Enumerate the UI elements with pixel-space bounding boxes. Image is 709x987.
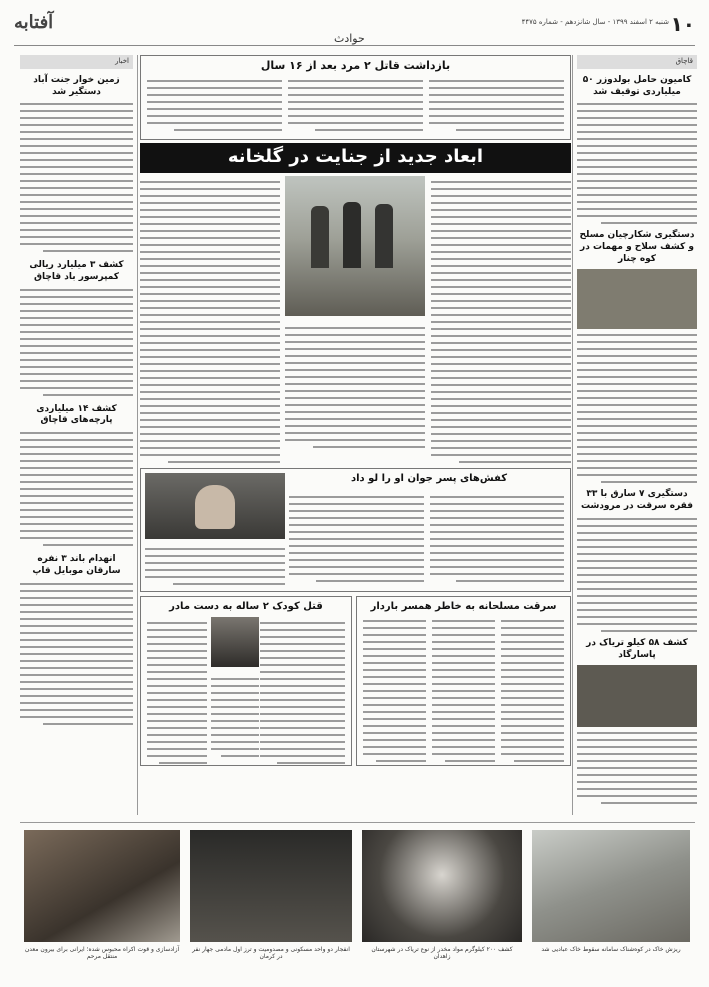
photo-opium (577, 665, 697, 727)
article-body (577, 518, 697, 632)
article-body (289, 491, 564, 582)
article-body (20, 583, 133, 725)
article-body (577, 732, 697, 804)
article-body (140, 176, 280, 463)
shoes-story-box (140, 468, 571, 592)
left-column (20, 55, 138, 815)
photo-caption: ریزش خاک در کوه‌شناک سامانه سقوط خاک عبادیی شد (541, 946, 681, 953)
photo-hunters (577, 269, 697, 329)
photo-mother (211, 617, 259, 667)
divider (20, 822, 695, 823)
page-number: ۱۰ (670, 12, 695, 36)
headline: انهدام باند ۳ نفره سارقان موبایل قاپ (32, 554, 121, 576)
right-column (572, 55, 697, 815)
article-body (147, 617, 207, 764)
left-column-tag: اخبار (20, 55, 133, 69)
headline: کشف ۳ میلیارد ریالی کمپرسور باد قاچاق (29, 260, 124, 283)
headline: سرقت مسلحانه به خاطر همسر باردار (370, 601, 557, 612)
top-story-box (140, 55, 571, 140)
headline: کامیون حامل بولدوزر ۵۰ میلیاردی توقیف شد (582, 75, 692, 97)
photo-caption: کشف ۲۰۰ کیلوگرم مواد مخدر از نوع تریاک در شهرستان زاهدان (371, 946, 513, 961)
main-headline-banner: ابعاد جدید از جنایت در گلخانه (140, 143, 571, 173)
photo-young-man (145, 473, 285, 539)
issue-line: شنبه ۲ اسفند ۱۳۹۹ - سال شانزدهم - شماره ۴۴۷۵ (521, 18, 669, 26)
photo-caption: آزادسازی و قوت اکراه محبوس شده؛ ایرانی برای بیرون معدن منتقل مرحم (24, 946, 180, 961)
article-body (141, 73, 570, 133)
article-body (577, 103, 697, 224)
newspaper-logo: آفتابه (14, 12, 54, 33)
masthead (14, 12, 695, 46)
article-body (357, 613, 570, 764)
article-body (285, 322, 425, 448)
article-body (211, 673, 259, 757)
photo-suspects-greenhouse (285, 176, 425, 316)
photo-explosion-night (190, 830, 352, 942)
child-story-box (140, 596, 352, 766)
main-story (140, 176, 571, 466)
robbery-story-box (356, 596, 571, 766)
photo-caption: انفجار دو واحد مسکونی و مصدومیت و ترز اول مادمی جهار نفر در کرمان (192, 946, 350, 961)
article-body (145, 543, 285, 585)
headline: قتل کودک ۲ ساله به دست مادر (169, 601, 323, 612)
headline: دستگیری ۷ سارق با ۳۳ فقره سرقت در مرودشت (580, 489, 694, 512)
article-body (20, 432, 133, 546)
article-body (20, 289, 133, 396)
right-column-tag: قاچاق (577, 55, 697, 69)
article-body (431, 176, 571, 463)
article-body (20, 103, 133, 252)
headline: کشف ۱۴ میلیاردی پارچه‌های قاچاق (36, 403, 117, 426)
photo-rescue-mine (24, 830, 180, 942)
headline: زمین خوار جنت آباد دستگیر شد (33, 75, 120, 97)
photo-landslide (532, 830, 690, 942)
photo-drugs-seized (362, 830, 522, 942)
headline: دستگیری شکارچیان مسلح و کشف سلاح و مهمات در کوه چنار (579, 230, 695, 264)
article-body (577, 334, 697, 483)
headline: کشف ۵۸ کیلو تریاک در پاسارگاد (586, 637, 688, 660)
headline: کفش‌های پسر جوان او را لو داد (350, 473, 508, 484)
headline: بازداشت قاتل ۲ مرد بعد از ۱۶ سال (260, 59, 451, 72)
section-title: حوادث (334, 32, 365, 45)
article-body (260, 617, 345, 764)
